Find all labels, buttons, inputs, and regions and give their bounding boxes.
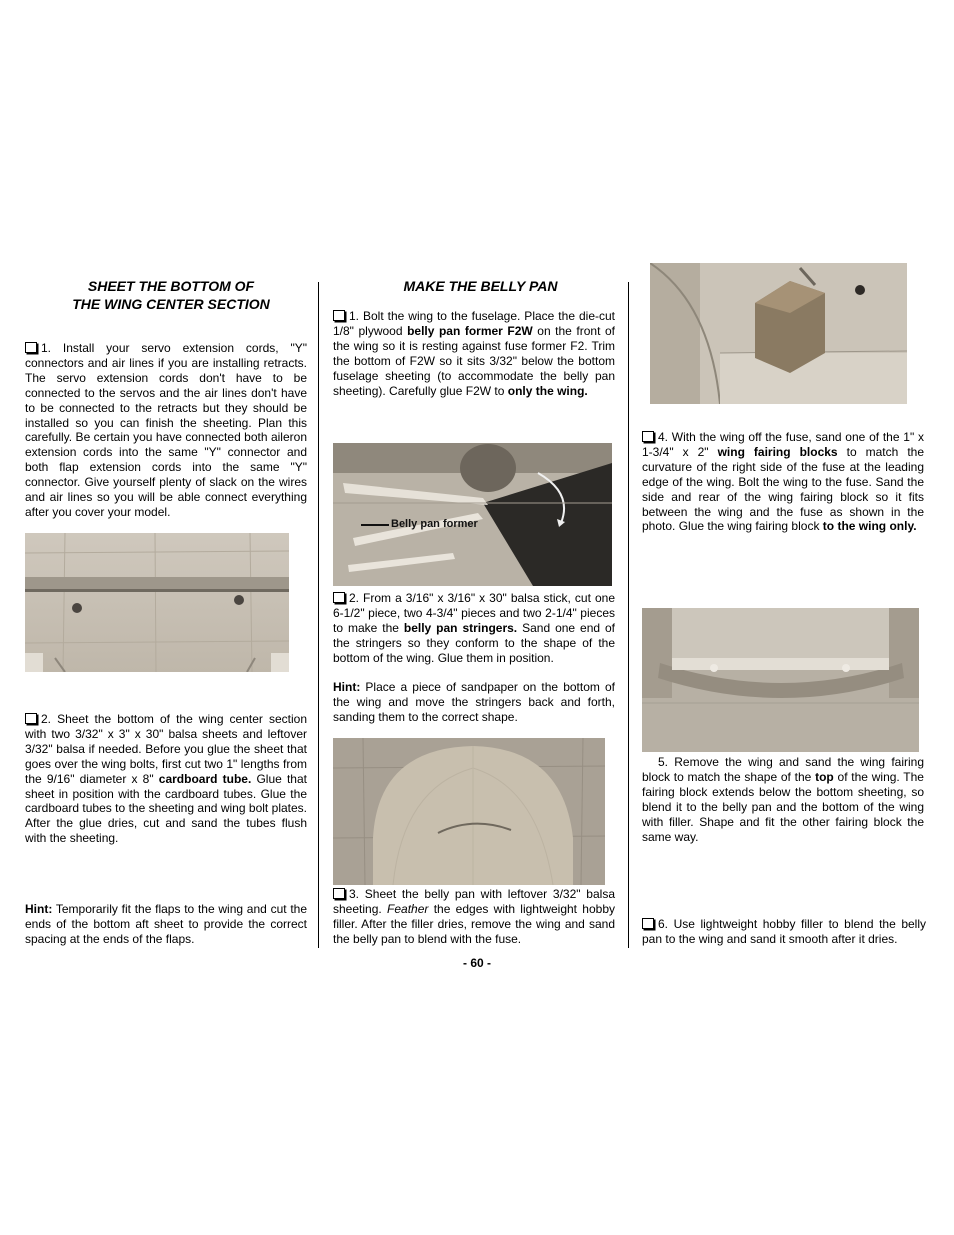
wing-fairing-block-photo-image [650,263,907,404]
step-4-text-a: 4. With the wing off the fuse, sand one of the 1" x 1-3/4" x 2" [642,430,924,459]
hint-sandpaper [333,680,615,725]
step-2-stringers [333,591,615,666]
checkbox-icon[interactable] [333,310,345,321]
checkbox-icon[interactable] [642,918,654,929]
checkbox-icon[interactable] [333,888,345,899]
checkbox-icon[interactable] [333,592,345,603]
photo-wing-bottom-sheeting [25,533,289,672]
photo-wing-fairing-block [650,263,907,404]
step-2-text-b: Sand one end of the stringers so they conform to the shape of the bottom of the wing. Glue them in position. [333,620,615,665]
step-6-filler [642,917,926,947]
step-1-bolt-wing [333,309,615,398]
step-1-bold-former: belly pan former F2W [407,323,533,338]
step-6-text: 6. Use lightweight hobby filler to blend the belly pan to the wing and sand it smooth after it dries. [642,917,926,946]
step-4-text-b: to match the curvature of the right side of the fuse at the leading edge of the wing. Bolt the wing to the fuse. Sand the side and rear of the wing fairing block so it fits between the wing and the fuse as shown in the photo. Glue the wing fairing block [642,444,924,534]
photo-belly-pan-sheeted [333,738,609,885]
section-heading-belly-pan [333,277,628,295]
wing-bottom-photo-image [25,533,289,672]
step-2-text-a: 2. Sheet the bottom of the wing center section with two 3/32" x 3" x 30" balsa sheets and leftover 3/32" balsa if needed. Before you glue the sheet that goes over the wing bolts, first cut two 1" lengths from the 9/16" diameter x 8" [25,712,307,786]
step-5-sand-fairing [642,755,924,844]
hint-flaps [25,902,307,947]
heading-line-1: SHEET THE BOTTOM OF [87,278,255,294]
step-3-text-b: the edges with lightweight hobby filler. After the filler dries, remove the wing and sand the belly pan to blend with the fuse. [333,901,616,946]
step-2-text-a: 2. From a 3/16" x 3/16" x 30" balsa stick, cut one 6-1/2" piece, two 4-3/4" pieces and two 2-1/4" pieces to make the [333,591,615,635]
step-2-bold-cardboard-tube: cardboard tube. [158,771,252,786]
belly-pan-former-photo-image [333,443,612,586]
step-1-install-cords [25,341,307,520]
fairing-block-shaped-photo-image [642,608,919,752]
photo-fairing-block-shaped [642,608,919,752]
step-5-text-a: 5. Remove the wing and sand the wing fairing block to match the shape of the [642,755,924,784]
checkbox-icon[interactable] [25,713,37,724]
step-3-sheet-belly-pan [333,887,615,947]
checkbox-icon[interactable] [25,342,37,353]
photo-caption-belly-pan-former: Belly pan former [391,518,478,530]
step-1-text-a: 1. Bolt the wing to the fuselage. Place the die-cut 1/8" plywood [333,309,615,338]
step-3-text-a: 3. Sheet the belly pan with leftover 3/32" balsa sheeting. [333,887,615,916]
step-5-text-b: of the wing. The fairing block extends below the bottom sheeting, so blend it to the belly pan and the bottom of the wing with filler. Shape and fit the other fairing block the same way. [642,769,924,844]
step-1-text-b: on the front of the wing so it is resting against fuse former F2. Trim the bottom of F2W so it sits 3/32" below the bottom fuselage sheeting (to accommodate the belly pan sheeting). Carefully glue F2W to [333,323,615,398]
checkbox-icon[interactable] [642,431,654,442]
hint-text: Place a piece of sandpaper on the bottom of the wing and move the stringers back and forth, sanding them to the correct shape. [333,680,615,724]
step-2-bold-stringers: belly pan stringers. [403,620,518,635]
hint-text: Temporarily fit the flaps to the wing and cut the ends of the bottom aft sheet to provide the correct spacing at the ends of the flaps. [25,902,307,946]
heading-line-2: THE WING CENTER SECTION [72,296,270,312]
hint-label: Hint: [25,902,53,916]
step-5-bold-top: top [815,769,834,784]
column-divider-left [318,282,319,948]
step-4-bold-to-wing-only: to the wing only. [822,519,917,534]
section-heading-sheet-bottom [25,277,317,313]
step-4-fairing-blocks [642,430,924,534]
column-divider-right [628,282,629,948]
step-1-bold-only-wing: only the wing. [507,383,588,398]
heading-belly-pan-text: MAKE THE BELLY PAN [403,278,558,294]
step-2-text-b: Glue that sheet in position with the cardboard tubes. Glue the cardboard tubes to the sheeting and wing bolt plates. After the glue dries, cut and sand the tubes flush with the sheeting. [25,771,307,846]
belly-pan-sheeted-photo-image [333,738,609,885]
step-2-sheet-bottom [25,712,307,846]
step-4-bold-fairing-blocks: wing fairing blocks [717,444,838,459]
step-1-text: 1. Install your servo extension cords, "Y" connectors and air lines if you are installing retracts. The servo extension cords don't have to be connected to the servos and the air lines don't have to be connected to the retracts but they should be installed so you can finish the sheeting. Plan this carefully. Be certain you have connected both aileron extension cords into the same "Y" connector and both flap extension cords into the same "Y" connector. Give yourself plenty of slack on the wires and air lines so you will be able connect everything after you cover your model. [25,341,307,519]
photo-belly-pan-former [333,443,612,586]
hint-label: Hint: [333,680,361,694]
page-number: - 60 - [462,956,491,970]
step-3-italic-feather: Feather [387,901,429,916]
